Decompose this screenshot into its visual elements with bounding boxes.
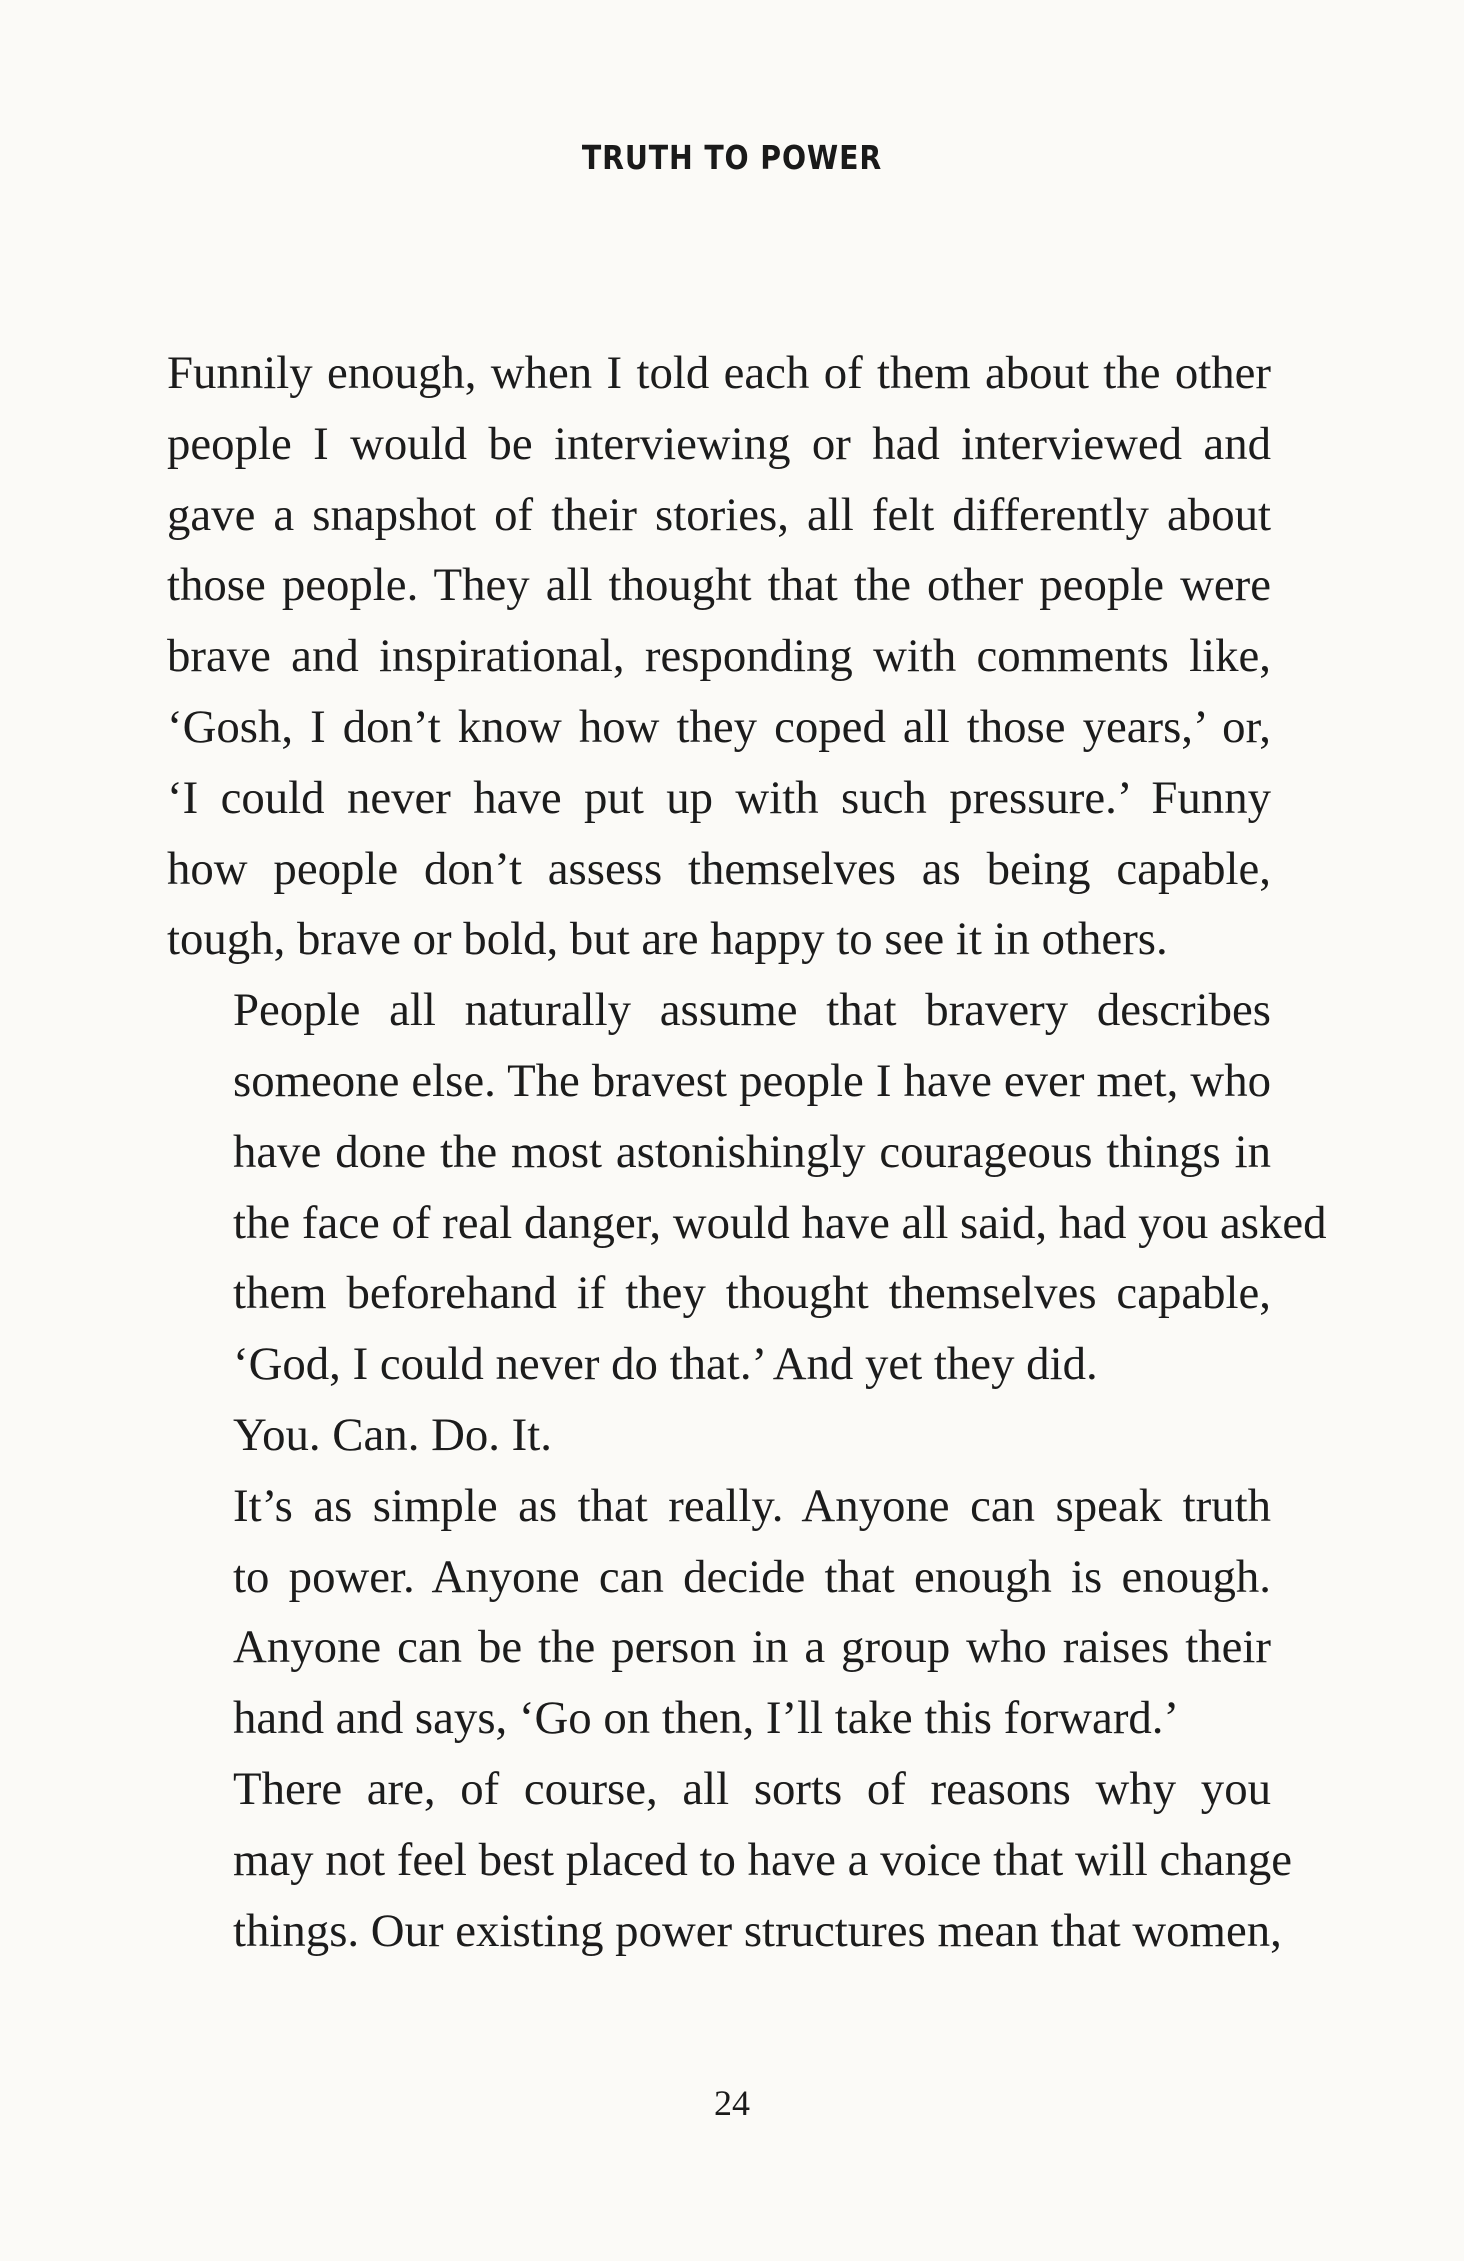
text-line: ‘God, I could never do that.’ And yet they did. [233, 1338, 1098, 1391]
text-line: ‘I could never have put up with such pressure.’ Funny [167, 771, 1271, 824]
text-line: have done the most astonishingly courageous things in [233, 1125, 1271, 1178]
text-line: hand and says, ‘Go on then, I’ll take this forward.’ [233, 1692, 1180, 1745]
text-line: Anyone can be the person in a group who raises their [233, 1621, 1271, 1674]
text-line: You. Can. Do. It. [233, 1408, 552, 1461]
paragraph [167, 1754, 1293, 1966]
text-line: to power. Anyone can decide that enough is enough. [233, 1550, 1271, 1603]
text-line: them beforehand if they thought themselves capable, [233, 1267, 1271, 1320]
text-line: brave and inspirational, responding with comments like, [167, 630, 1271, 683]
text-line: Funnily enough, when I told each of them about the other [167, 347, 1271, 399]
text-line: People all naturally assume that bravery describes [233, 984, 1271, 1037]
text-line: those people. They all thought that the other people were [167, 559, 1271, 612]
paragraph [167, 1400, 1271, 1471]
text-line: There are, of course, all sorts of reasons why you [233, 1762, 1271, 1815]
text-line: things. Our existing power structures mean that women, [233, 1904, 1282, 1957]
text-line: the face of real danger, would have all said, had you asked [233, 1196, 1327, 1249]
text-line: It’s as simple as that really. Anyone can speak truth [233, 1479, 1271, 1532]
text-line: gave a snapshot of their stories, all felt differently about [167, 488, 1271, 541]
text-line: someone else. The bravest people I have ever met, who [233, 1054, 1271, 1107]
running-head: TRUTH TO POWER [581, 138, 883, 177]
page-number: 24 [714, 2083, 750, 2123]
text-line: may not feel best placed to have a voice that will change [233, 1833, 1293, 1886]
text-line: people I would be interviewing or had interviewed and [167, 417, 1271, 470]
text-line: tough, brave or bold, but are happy to see it in others. [167, 913, 1168, 966]
paragraph [167, 338, 1271, 975]
text-line: how people don’t assess themselves as being capable, [167, 842, 1271, 895]
body-text [167, 338, 1327, 1966]
paragraph [167, 975, 1327, 1400]
paragraph [167, 1471, 1271, 1754]
text-line: ‘Gosh, I don’t know how they coped all those years,’ or, [167, 700, 1271, 753]
